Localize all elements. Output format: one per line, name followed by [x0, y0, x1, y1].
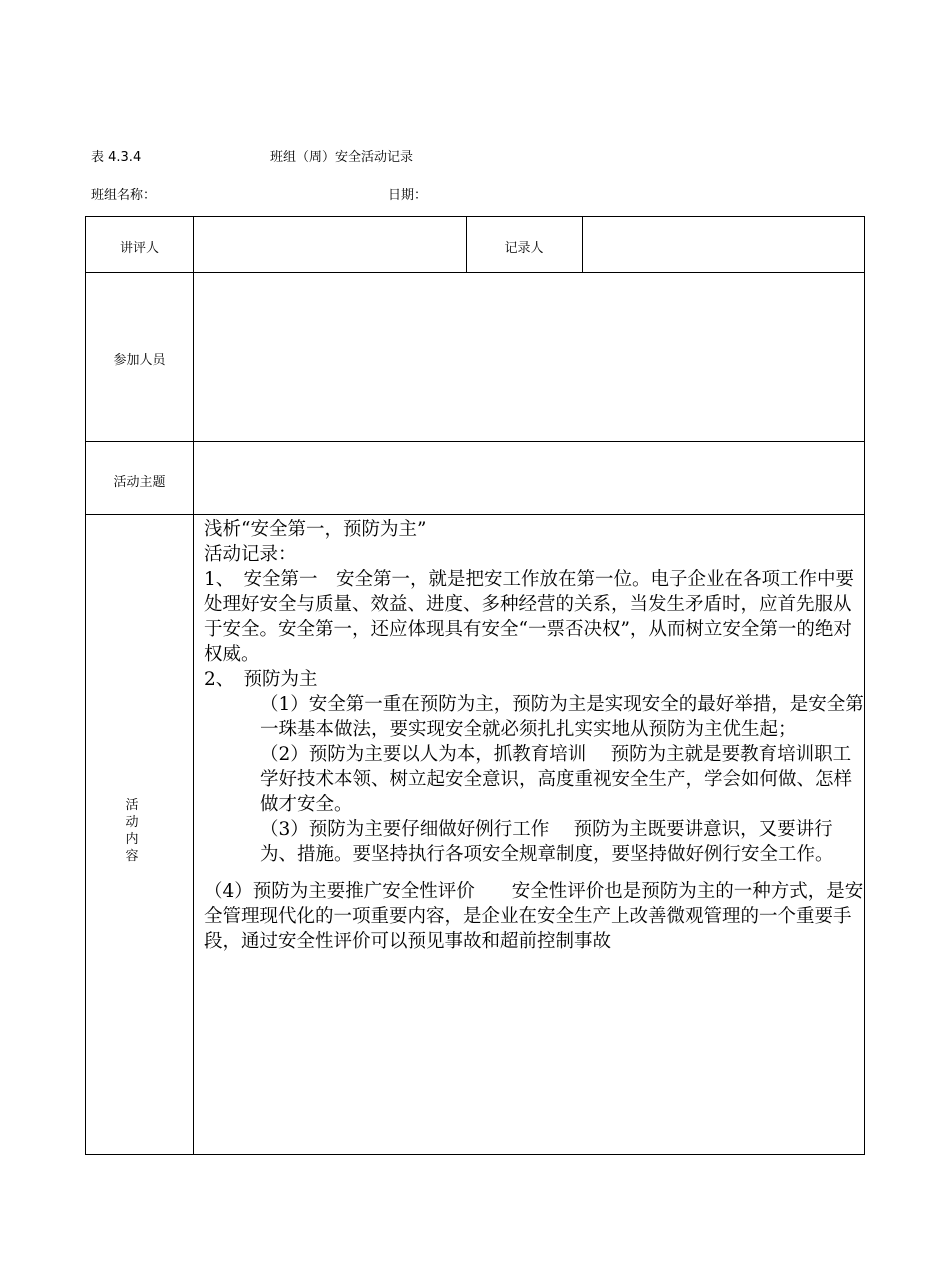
page-title: 班组（周）安全活动记录 [270, 150, 414, 165]
paragraph-1: 1、 安全第一 安全第一，就是把安工作放在第一位。电子企业在各项工作中要处理好安全与质量、效益、进度、多种经营的关系，当发生矛盾时，应首先服从于安全。安全第一，还应体现具有安全“一票否决权”，从而树立安全第一的绝对权威。 [204, 569, 855, 665]
table-number: 表 4.3.4 [91, 150, 142, 165]
theme-label: 活动主题 [113, 475, 166, 490]
paragraph-2-4: （4）预防为主要推广安全性评价 安全性评价也是预防为主的一种方式，是安全管理现代化的一项重要内容，是企业在安全生产上改善微观管理的一个重要手段，通过安全性评价可以预见事故和超前控制事故 [204, 881, 864, 952]
theme-value[interactable] [194, 442, 863, 513]
paragraph-2-2: （2）预防为主要以人为本，抓教育培训 预防为主就是要教育培训职工学好技术本领、树立起安全意识，高度重视安全生产，学会如何做、怎样做才安全。 [260, 744, 853, 815]
activity-content [204, 517, 864, 954]
activity-record-table [85, 216, 865, 1155]
paragraph-2: 2、 预防为主 [204, 669, 318, 690]
date-label: 日期： [388, 188, 428, 203]
recorder-value[interactable] [583, 218, 863, 271]
participants-label: 参加人员 [113, 353, 166, 368]
row-divider [86, 514, 864, 515]
record-label: 活动记录： [204, 544, 297, 565]
content-label: 活动内容 [125, 798, 139, 864]
reviewer-label: 讲评人 [119, 241, 159, 256]
paragraph-2-1: （1）安全第一重在预防为主，预防为主是实现安全的最好举措，是安全第一珠基本做法，要实现安全就必须扎扎实实地从预防为主优生起； [260, 694, 864, 740]
paragraph-2-3: （3）预防为主要仔细做好例行工作 预防为主既要讲意识，又要讲行为、措施。要坚持执行各项安全规章制度，要坚持做好例行安全工作。 [260, 819, 834, 865]
reviewer-value[interactable] [194, 218, 465, 271]
recorder-label: 记录人 [504, 241, 544, 256]
content-title: 浅析“安全第一，预防为主” [204, 519, 427, 540]
participants-value[interactable] [194, 273, 863, 440]
team-name-label: 班组名称： [91, 188, 157, 203]
